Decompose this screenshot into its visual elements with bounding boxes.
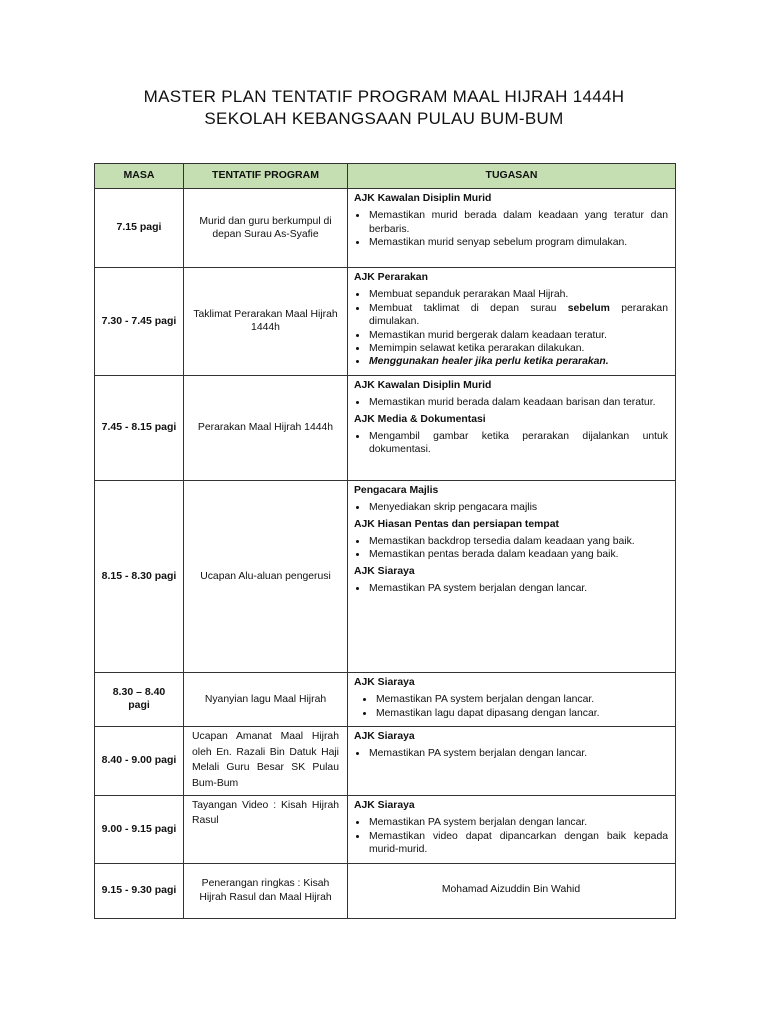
list-item: • Memastikan backdrop tersedia dalam keadaan yang baik. [368, 535, 668, 548]
list-item: • Memastikan video dapat dipancarkan dengan baik kepada murid-murid. [368, 830, 668, 857]
section-heading: AJK Siaraya [354, 731, 415, 743]
list-item: • Memastikan murid senyap sebelum program dimulakan. [368, 236, 668, 249]
section-heading: AJK Kawalan Disiplin Murid [354, 193, 492, 204]
row-program: Perarakan Maal Hijrah 1444h [184, 375, 348, 480]
row-masa: 7.30 - 7.45 pagi [95, 268, 184, 376]
list-item: • Menyediakan skrip pengacara majlis [368, 501, 668, 514]
title-line-2: SEKOLAH KEBANGSAAN PULAU BUM-BUM [204, 109, 564, 128]
table-row [95, 268, 676, 376]
header-tugasan: TUGASAN [348, 164, 676, 189]
list-item: • Memastikan murid berada dalam keadaan barisan dan teratur. [368, 396, 668, 409]
row-tugasan [348, 796, 676, 864]
table-row [95, 796, 676, 864]
table-row [95, 863, 676, 918]
section-heading: AJK Perarakan [354, 272, 428, 283]
table-row [95, 727, 676, 796]
row-program: Ucapan Amanat Maal Hijrah oleh En. Razali Bin Datuk Haji Melali Guru Besar SK Pulau Bum-Bum [184, 727, 348, 796]
row-tugasan [348, 672, 676, 726]
header-masa: MASA [95, 164, 184, 189]
section-heading: AJK Siaraya [354, 565, 415, 577]
table-row [95, 375, 676, 480]
list-item: • Memastikan murid bergerak dalam keadaan teratur. [368, 329, 668, 342]
row-program: Murid dan guru berkumpul di depan Surau As-Syafie [184, 189, 348, 268]
row-tugasan [348, 480, 676, 672]
section-heading: Pengacara Majlis [354, 484, 439, 496]
title-line-1: MASTER PLAN TENTATIF PROGRAM MAAL HIJRAH 1444H [143, 87, 625, 106]
list-item: • Membuat taklimat di depan surau sebelum perarakan dimulakan. [368, 302, 668, 329]
row-masa: 9.00 - 9.15 pagi [95, 796, 184, 864]
row-masa: 7.15 pagi [95, 189, 184, 268]
list-item: • Memastikan PA system berjalan dengan lancar. [368, 582, 668, 595]
row-program: Nyanyian lagu Maal Hijrah [184, 672, 348, 726]
section-heading: AJK Kawalan Disiplin Murid [354, 379, 492, 391]
row-tugasan [348, 375, 676, 480]
list-item: • Mengambil gambar ketika perarakan dijalankan untuk dokumentasi. [368, 430, 668, 457]
row-masa: 9.15 - 9.30 pagi [95, 863, 184, 918]
list-item: • Memastikan pentas berada dalam keadaan yang baik. [368, 548, 668, 561]
document-title [0, 86, 768, 130]
table-row [95, 480, 676, 672]
section-heading: AJK Siaraya [354, 800, 415, 812]
row-tugasan [348, 268, 676, 376]
row-tugasan [348, 189, 676, 268]
section-heading: AJK Media & Dokumentasi [354, 413, 486, 425]
row-masa: 8.40 - 9.00 pagi [95, 727, 184, 796]
section-heading: AJK Hiasan Pentas dan persiapan tempat [354, 518, 559, 530]
row-tugasan [348, 727, 676, 796]
list-item: • Memastikan lagu dapat dipasang dengan lancar. [375, 707, 668, 720]
table-row [95, 672, 676, 726]
row-masa: 7.45 - 8.15 pagi [95, 375, 184, 480]
list-item: • Memimpin selawat ketika perarakan dilakukan. [368, 342, 668, 355]
row-tugasan: Mohamad Aizuddin Bin Wahid [348, 863, 676, 918]
table-header-row [95, 164, 676, 189]
table-row [95, 189, 676, 268]
list-item: • Memastikan PA system berjalan dengan lancar. [368, 747, 668, 760]
row-masa: 8.15 - 8.30 pagi [95, 480, 184, 672]
list-item: • Memastikan PA system berjalan dengan lancar. [368, 816, 668, 829]
row-program: Ucapan Alu-aluan pengerusi [184, 480, 348, 672]
row-program: Tayangan Video : Kisah Hijrah Rasul [184, 796, 348, 864]
row-masa: 8.30 – 8.40 pagi [95, 672, 184, 726]
list-item: • Memastikan murid berada dalam keadaan yang teratur dan berbaris. [368, 209, 668, 236]
row-program: Taklimat Perarakan Maal Hijrah 1444h [184, 268, 348, 376]
section-heading: AJK Siaraya [354, 676, 415, 688]
program-table [94, 163, 676, 919]
header-tentatif: TENTATIF PROGRAM [184, 164, 348, 189]
list-item: • Menggunakan healer jika perlu ketika perarakan. [368, 355, 668, 368]
row-program: Penerangan ringkas : Kisah Hijrah Rasul dan Maal Hijrah [184, 863, 348, 918]
list-item: • Memastikan PA system berjalan dengan lancar. [375, 693, 668, 706]
list-item: • Membuat sepanduk perarakan Maal Hijrah. [368, 288, 668, 301]
